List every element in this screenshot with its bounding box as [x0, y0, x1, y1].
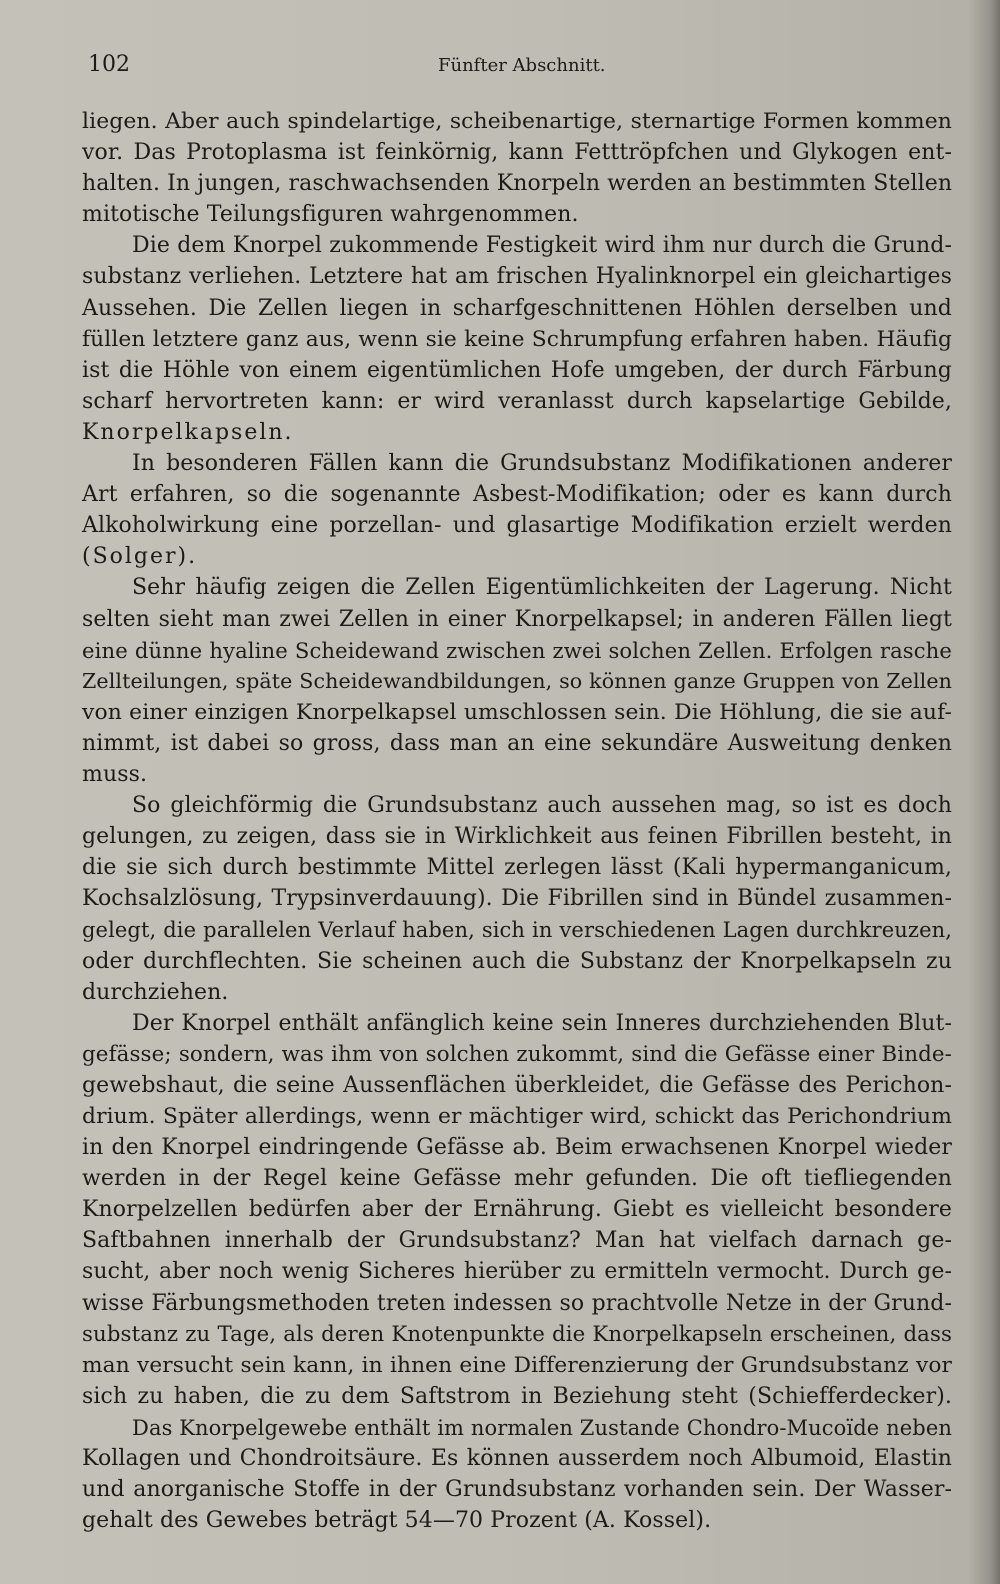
text-line: Kollagen und Chondroitsäure. Es können ausserdem noch Albumoid, Elastin — [82, 1446, 952, 1472]
text-line: vor. Das Protoplasma ist feinkörnig, kann Fetttröpfchen und Glykogen ent- — [82, 140, 952, 166]
text-line: eine dünne hyaline Scheidewand zwischen zwei solchen Zellen. Erfolgen rasche — [82, 637, 952, 663]
text-line: Knorpelkapseln. — [82, 419, 294, 445]
text-line: Die dem Knorpel zukommende Festigkeit wird ihm nur durch die Grund- — [132, 233, 952, 259]
text-line: gelungen, zu zeigen, dass sie in Wirklichkeit aus feinen Fibrillen besteht, in — [82, 824, 952, 850]
text-line: Saftbahnen innerhalb der Grundsubstanz? Man hat vielfach darnach ge- — [82, 1228, 952, 1254]
text-line: Zellteilungen, späte Scheidewandbildungen, so können ganze Gruppen von Zellen — [82, 668, 952, 693]
text-line: gewebshaut, die seine Aussenflächen überkleidet, die Gefässe des Perichon- — [82, 1072, 952, 1098]
text-line: und anorganische Stoffe in der Grundsubstanz vorhanden sein. Der Wasser- — [82, 1477, 952, 1503]
text-line: selten sieht man zwei Zellen in einer Knorpelkapsel; in anderen Fällen liegt — [82, 606, 952, 632]
text-line: Kochsalzlösung, Trypsinverdauung). Die Fibrillen sind in Bündel zusammen- — [82, 886, 952, 912]
text-line: So gleichförmig die Grundsubstanz auch aussehen mag, so ist es doch — [132, 793, 952, 819]
text-line: halten. In jungen, raschwachsenden Knorpeln werden an bestimmten Stellen — [82, 171, 953, 197]
text-line: drium. Später allerdings, wenn er mächtiger wird, schickt das Perichondrium — [82, 1104, 952, 1129]
paragraph — [82, 572, 952, 790]
text-line: ist die Höhle von einem eigentümlichen Hofe umgeben, der durch Färbung — [82, 357, 952, 383]
page-number: 102 — [88, 52, 130, 77]
page-header — [88, 52, 948, 84]
text-line: Aussehen. Die Zellen liegen in scharfgeschnittenen Höhlen derselben und — [82, 295, 952, 321]
text-line: muss. — [82, 761, 148, 787]
text-line: wisse Färbungsmethoden treten indessen so prachtvolle Netze in der Grund- — [82, 1290, 952, 1316]
text-line: von einer einzigen Knorpelkapsel umschlossen sein. Die Höhlung, die sie auf- — [82, 699, 952, 725]
text-line: substanz zu Tage, als deren Knotenpunkte die Knorpelkapseln erscheinen, dass — [82, 1321, 952, 1347]
text-line: scharf hervortreten kann: er wird veranlasst durch kapselartige Gebilde, — [82, 388, 952, 414]
text-line: substanz verliehen. Letztere hat am frischen Hyalinknorpel ein gleichartiges — [82, 264, 952, 290]
text-line: Das Knorpelgewebe enthält im normalen Zustande Chondro-Mucoïde neben — [132, 1414, 953, 1440]
text-line: füllen letztere ganz aus, wenn sie keine Schrumpfung erfahren haben. Häufig — [82, 326, 952, 352]
text-line: Alkoholwirkung eine porzellan- und glasartige Modifikation erzielt werden — [82, 513, 952, 539]
text-line: man versucht sein kann, in ihnen eine Differenzierung der Grundsubstanz vor — [82, 1352, 952, 1378]
paragraph — [82, 1412, 952, 1536]
paragraph — [82, 790, 952, 1008]
paragraph — [82, 448, 952, 572]
text-line: Der Knorpel enthält anfänglich keine sein Inneres durchziehenden Blut- — [132, 1010, 952, 1036]
page-edge-shadow — [968, 0, 1000, 1584]
text-line: mitotische Teilungsfiguren wahrgenommen. — [82, 202, 579, 228]
text-line: nimmt, ist dabei so gross, dass man an eine sekundäre Ausweitung denken — [82, 730, 952, 756]
paragraph — [82, 106, 952, 230]
text-line: die sie sich durch bestimmte Mittel zerlegen lässt (Kali hypermanganicum, — [82, 855, 952, 881]
text-line: liegen. Aber auch spindelartige, scheibenartige, sternartige Formen kommen — [82, 109, 952, 134]
text-line: durchziehen. — [82, 979, 229, 1005]
text-line: gefässe; sondern, was ihm von solchen zukommt, sind die Gefässe einer Binde- — [82, 1041, 952, 1067]
text-line: (Solger). — [82, 544, 198, 570]
paragraph — [82, 1008, 952, 1412]
text-line: Knorpelzellen bedürfen aber der Ernährung. Giebt es vielleicht besondere — [82, 1197, 952, 1223]
text-line: In besonderen Fällen kann die Grundsubstanz Modifikationen anderer — [132, 451, 952, 477]
text-line: in den Knorpel eindringende Gefässe ab. Beim erwachsenen Knorpel wieder — [82, 1135, 952, 1161]
paragraph — [82, 230, 952, 448]
text-line: sich zu haben, die zu dem Saftstrom in Beziehung steht (Schiefferdecker). — [82, 1383, 952, 1409]
running-head: Fünfter Abschnitt. — [438, 55, 606, 76]
text-line: oder durchflechten. Sie scheinen auch die Substanz der Knorpelkapseln zu — [82, 948, 952, 974]
text-line: Sehr häufig zeigen die Zellen Eigentümlichkeiten der Lagerung. Nicht — [132, 575, 952, 601]
text-line: werden in der Regel keine Gefässe mehr gefunden. Die oft tiefliegenden — [82, 1166, 952, 1192]
text-line: Art erfahren, so die sogenannte Asbest-Modifikation; oder es kann durch — [82, 482, 952, 508]
text-line: sucht, aber noch wenig Sicheres hierüber zu ermitteln vermocht. Durch ge- — [82, 1259, 952, 1285]
text-line: gehalt des Gewebes beträgt 54—70 Prozent (A. Kossel). — [82, 1508, 712, 1534]
body-text — [82, 106, 952, 1536]
text-line: gelegt, die parallelen Verlauf haben, sich in verschiedenen Lagen durchkreuzen, — [82, 917, 952, 943]
